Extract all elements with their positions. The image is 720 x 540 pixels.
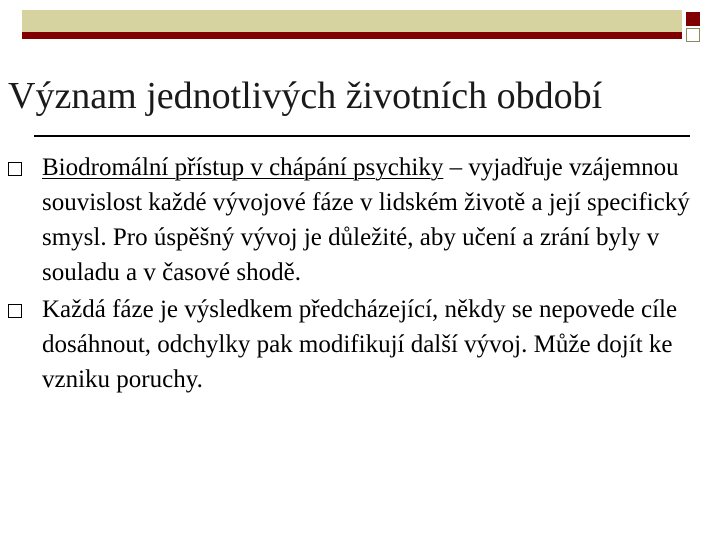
bullet-list (0, 150, 720, 397)
filled-square-icon (686, 12, 700, 26)
bullet-emphasis: Biodromální přístup v chápání psychiky (42, 154, 444, 181)
square-bullet-icon (8, 162, 22, 176)
outline-square-icon (686, 28, 700, 42)
square-bullet-icon (8, 304, 22, 318)
bullet-text: Každá fáze je výsledkem předcházející, někdy se nepovede cíle dosáhnout, odchylky pak modifikují další vývoj. Může dojít ke vzniku poruchy. (42, 296, 678, 393)
title-divider (34, 135, 690, 137)
bullet-text: – vyjadřuje vzájemnou souvislost každé vývojové fáze v lidském životě a její specifický smysl. Pro úspěšný vývoj je důležité, aby učení a zrání byly v souladu a v časové shodě. (42, 154, 690, 286)
slide-title: Význam jednotlivých životních období (8, 75, 603, 117)
bullet-item (0, 292, 712, 397)
bullet-item (0, 150, 712, 290)
header-decorative-bar (22, 10, 682, 39)
